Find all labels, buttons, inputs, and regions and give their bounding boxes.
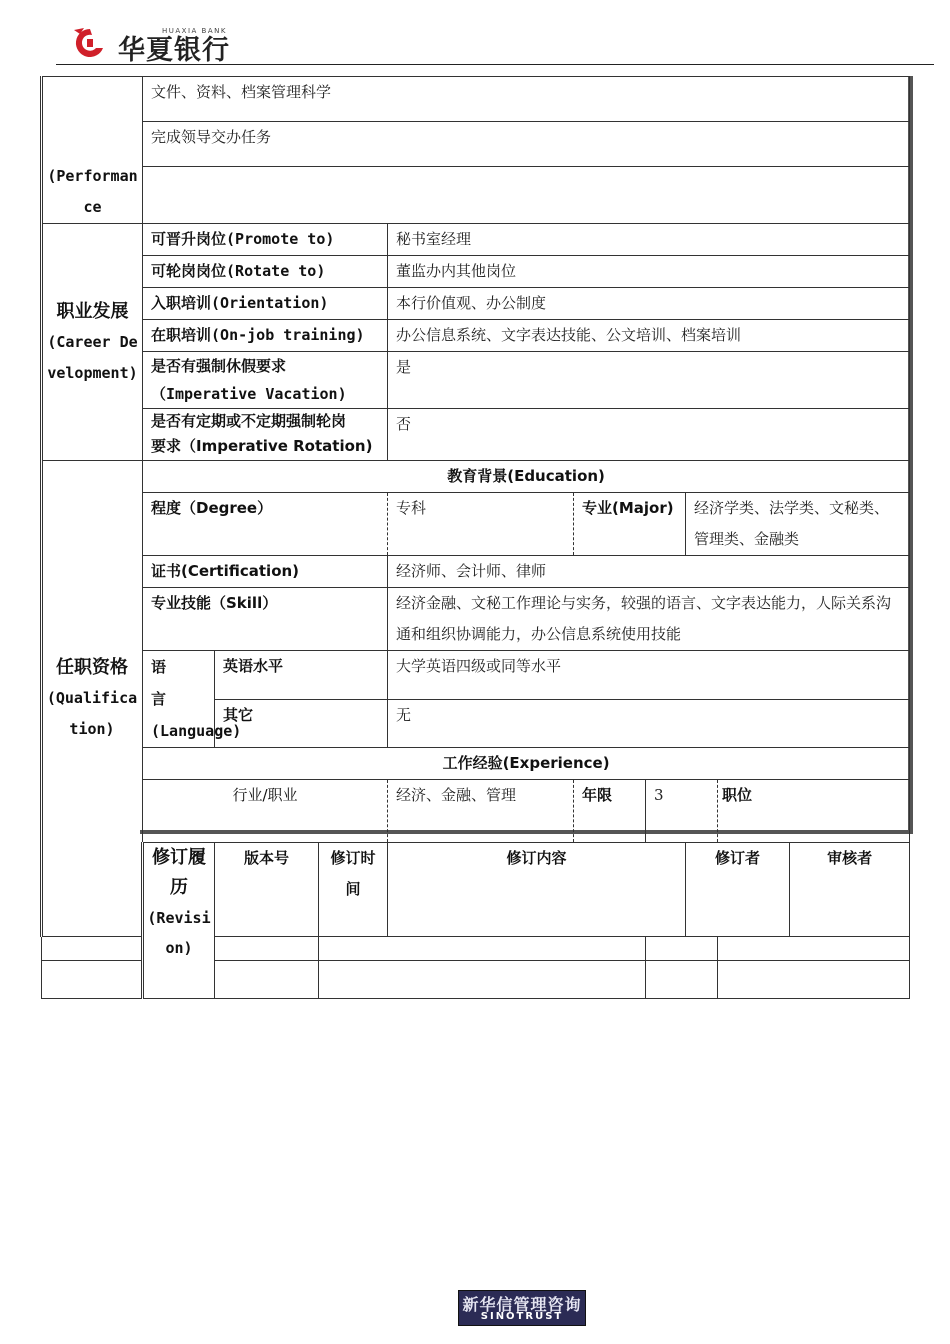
certification-value: 经济师、会计师、律师	[388, 556, 910, 588]
english-row	[42, 651, 910, 700]
degree-label: 程度（Degree）	[143, 493, 388, 556]
revision-cell	[215, 937, 319, 961]
revision-cell	[319, 961, 646, 999]
english-level-value: 大学英语四级或同等水平	[388, 651, 910, 700]
vacation-value: 是	[388, 352, 910, 409]
career-row	[42, 352, 910, 409]
col-revision-content: 修订内容	[388, 843, 686, 937]
performance-item: 文件、资料、档案管理科学	[143, 77, 910, 122]
years-value: 3	[646, 780, 718, 843]
col-revision-time: 修订时间	[319, 843, 388, 937]
language-label: 语 言 (Language)	[143, 651, 215, 748]
education-title: 教育背景(Education)	[143, 461, 910, 493]
certification-label: 证书(Certification)	[143, 556, 388, 588]
performance-row	[42, 167, 910, 224]
experience-title-row	[42, 748, 910, 780]
sinotrust-footer-logo	[458, 1290, 586, 1326]
page-header	[0, 0, 950, 70]
vacation-label: 是否有强制休假要求 （Imperative Vacation)	[143, 352, 388, 409]
industry-label: 行业/职业	[143, 780, 388, 843]
degree-row	[42, 493, 910, 556]
revision-cell	[718, 961, 910, 999]
footer-brand-en: SINOTRUST	[480, 1311, 564, 1322]
english-level-label: 英语水平	[215, 651, 388, 700]
revision-cell	[42, 937, 143, 961]
revision-header-row	[42, 843, 910, 937]
onjob-training-value: 办公信息系统、文字表达技能、公文培训、档案培训	[388, 320, 910, 352]
revision-cell	[718, 937, 910, 961]
performance-row	[42, 77, 910, 122]
other-language-label: 其它	[215, 699, 388, 748]
revision-cell	[319, 937, 646, 961]
career-row	[42, 320, 910, 352]
qualification-section-label: 任职资格 (Qualification)	[42, 461, 143, 937]
degree-value: 专科	[388, 493, 574, 556]
experience-title: 工作经验(Experience)	[143, 748, 910, 780]
career-section-label: 职业发展 (Career Development)	[42, 224, 143, 461]
career-row	[42, 409, 910, 461]
orientation-value: 本行价值观、办公制度	[388, 288, 910, 320]
col-reviewer: 审核者	[790, 843, 910, 937]
brand-chinese: 华夏银行	[118, 35, 230, 66]
header-rule	[56, 64, 934, 65]
rotation-value: 否	[388, 409, 910, 461]
experience-row	[42, 780, 910, 843]
rotate-label: 可轮岗岗位(Rotate to)	[143, 256, 388, 288]
career-row	[42, 288, 910, 320]
revision-section-label: 修订履历 (Revision)	[143, 843, 215, 999]
col-version: 版本号	[215, 843, 319, 937]
performance-row	[42, 122, 910, 167]
orientation-label: 入职培训(Orientation)	[143, 288, 388, 320]
certification-row	[42, 556, 910, 588]
performance-item: 完成领导交办任务	[143, 122, 910, 167]
footer-brand-cn: 新华信管理咨询	[462, 1295, 582, 1314]
career-row	[42, 224, 910, 256]
position-label: 职位	[718, 780, 910, 843]
rotate-value: 董监办内其他岗位	[388, 256, 910, 288]
skill-label: 专业技能（Skill）	[143, 588, 388, 651]
job-description-table	[40, 76, 910, 999]
rotation-label: 是否有定期或不定期强制轮岗 要求（Imperative Rotation)	[143, 409, 388, 461]
industry-value: 经济、金融、管理	[388, 780, 574, 843]
education-title-row	[42, 461, 910, 493]
career-row	[42, 256, 910, 288]
revision-cell	[215, 961, 319, 999]
col-reviser: 修订者	[686, 843, 790, 937]
promote-value: 秘书室经理	[388, 224, 910, 256]
brand-english: HUAXIA BANK	[162, 27, 227, 35]
major-value: 经济学类、法学类、文秘类、管理类、金融类	[686, 493, 910, 556]
major-label: 专业(Major)	[574, 493, 686, 556]
performance-section-label: (Performance	[42, 77, 143, 224]
years-label: 年限	[574, 780, 646, 843]
other-language-value: 无	[388, 699, 910, 748]
onjob-training-label: 在职培训(On-job training)	[143, 320, 388, 352]
huaxia-bank-logo-icon	[70, 26, 110, 60]
promote-label: 可晋升岗位(Promote to)	[143, 224, 388, 256]
revision-cell	[42, 961, 143, 999]
revision-cell	[646, 937, 718, 961]
performance-item	[143, 167, 910, 224]
skill-row	[42, 588, 910, 651]
revision-cell	[646, 961, 718, 999]
skill-value: 经济金融、文秘工作理论与实务，较强的语言、文字表达能力，人际关系沟通和组织协调能力，办公信息系统使用技能	[388, 588, 910, 651]
